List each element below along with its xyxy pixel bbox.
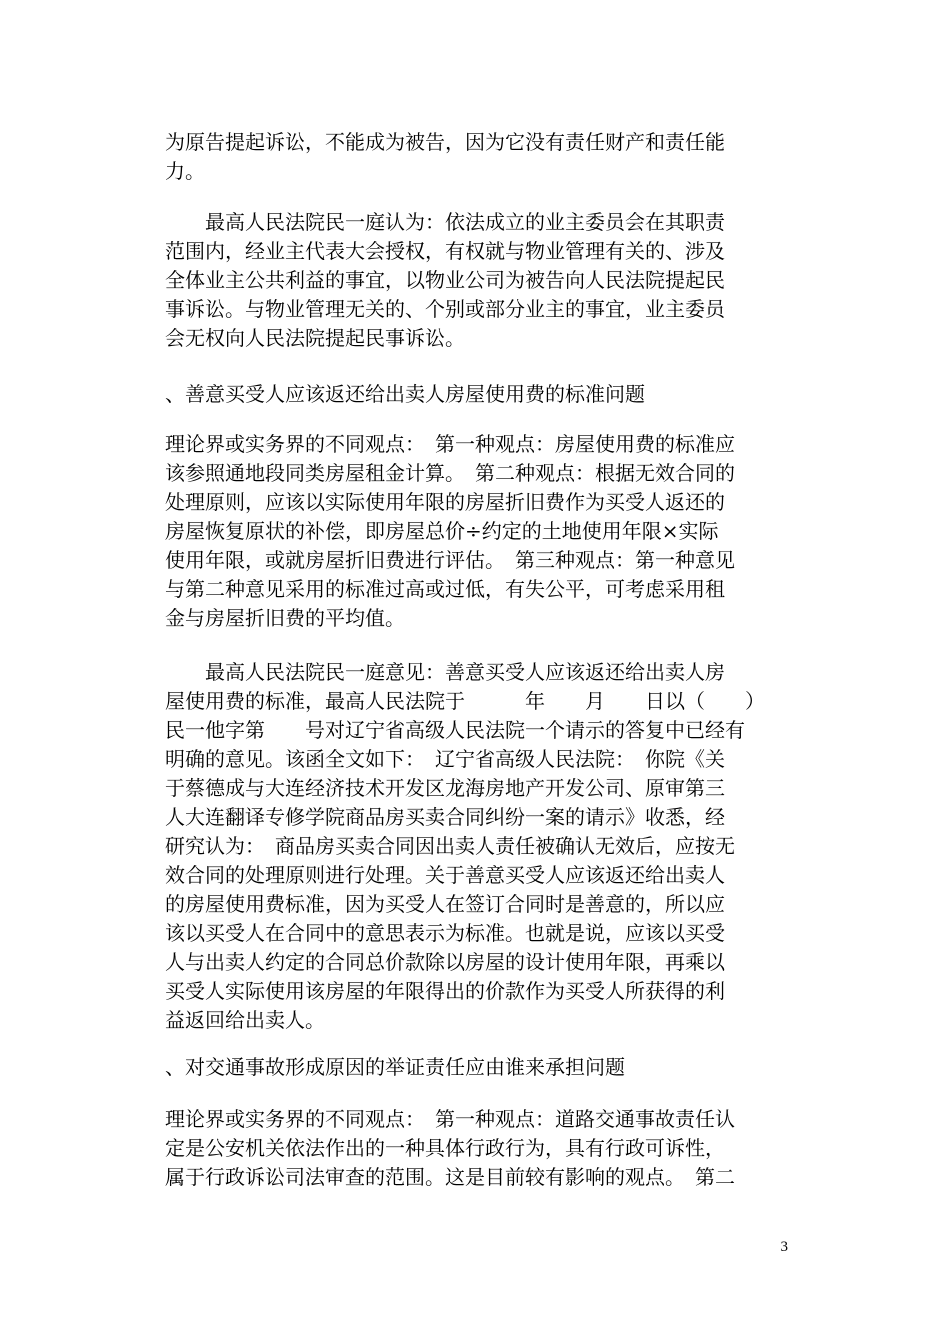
paragraph-court-opinion xyxy=(165,208,790,353)
section-heading xyxy=(165,380,790,409)
text-line: 该参照通地段同类房屋租金计算。 第二种观点：根据无效合同的 xyxy=(165,461,735,485)
text-line: 金与房屋折旧费的平均值。 xyxy=(165,606,405,630)
paragraph-views xyxy=(165,1105,790,1192)
text-line: 买受人实际使用该房屋的年限得出的价款作为买受人所获得的利 xyxy=(165,979,725,1003)
heading-line: 、善意买受人应该返还给出卖人房屋使用费的标准问题 xyxy=(165,382,645,406)
paragraph-court-opinion xyxy=(165,658,790,1035)
text-line: 使用年限，或就房屋折旧费进行评估。 第三种观点：第一种意见 xyxy=(165,548,735,572)
text-line: 益返回给出卖人。 xyxy=(165,1008,325,1032)
text-line: 为原告提起诉讼，不能成为被告，因为它没有责任财产和责任能 xyxy=(165,130,725,154)
text-line: 研究认为： 商品房买卖合同因出卖人责任被确认无效后，应按无 xyxy=(165,834,735,858)
text-line: 范围内，经业主代表大会授权，有权就与物业管理有关的、涉及 xyxy=(165,239,725,263)
text-line: 理论界或实务界的不同观点： 第一种观点：道路交通事故责任认 xyxy=(165,1107,735,1131)
text-line: 理论界或实务界的不同观点： 第一种观点：房屋使用费的标准应 xyxy=(165,432,735,456)
text-line: 最高人民法院民一庭认为：依法成立的业主委员会在其职责 xyxy=(165,210,725,234)
paragraph-continuation xyxy=(165,128,790,186)
text-line: 全体业主公共利益的事宜，以物业公司为被告向人民法院提起民 xyxy=(165,268,725,292)
text-line: 效合同的处理原则进行处理。关于善意买受人应该返还给出卖人 xyxy=(165,863,725,887)
text-line: 的房屋使用费标准，因为买受人在签订合同时是善意的，所以应 xyxy=(165,892,725,916)
text-line: 屋使用费的标准，最高人民法院于 年 月 日以（ ） xyxy=(165,689,765,713)
text-line: 明确的意见。该函全文如下： 辽宁省高级人民法院： 你院《关 xyxy=(165,747,725,771)
text-line: 与第二种意见采用的标准过高或过低，有失公平，可考虑采用租 xyxy=(165,577,725,601)
text-line: 力。 xyxy=(165,159,205,183)
text-line: 人与出卖人约定的合同总价款除以房屋的设计使用年限，再乘以 xyxy=(165,950,725,974)
text-line: 属于行政诉讼司法审查的范围。这是目前较有影响的观点。 第二 xyxy=(165,1165,735,1189)
text-line: 处理原则，应该以实际使用年限的房屋折旧费作为买受人返还的 xyxy=(165,490,725,514)
page-number: 3 xyxy=(780,1239,788,1255)
text-line: 事诉讼。与物业管理无关的、个别或部分业主的事宜，业主委员 xyxy=(165,297,725,321)
text-line: 最高人民法院民一庭意见：善意买受人应该返还给出卖人房 xyxy=(165,660,725,684)
text-line: 民一他字第 号对辽宁省高级人民法院一个请示的答复中已经有 xyxy=(165,718,745,742)
paragraph-views xyxy=(165,430,790,633)
section-heading xyxy=(165,1053,790,1082)
text-line: 定是公安机关依法作出的一种具体行政行为，具有行政可诉性， xyxy=(165,1136,725,1160)
text-line: 该以买受人在合同中的意思表示为标准。也就是说，应该以买受 xyxy=(165,921,725,945)
text-line: 人大连翻译专修学院商品房买卖合同纠纷一案的请示》收悉，经 xyxy=(165,805,725,829)
heading-line: 、对交通事故形成原因的举证责任应由谁来承担问题 xyxy=(165,1055,625,1079)
text-line: 于蔡德成与大连经济技术开发区龙海房地产开发公司、原审第三 xyxy=(165,776,725,800)
text-line: 房屋恢复原状的补偿，即房屋总价÷约定的土地使用年限×实际 xyxy=(165,519,719,543)
text-line: 会无权向人民法院提起民事诉讼。 xyxy=(165,326,465,350)
